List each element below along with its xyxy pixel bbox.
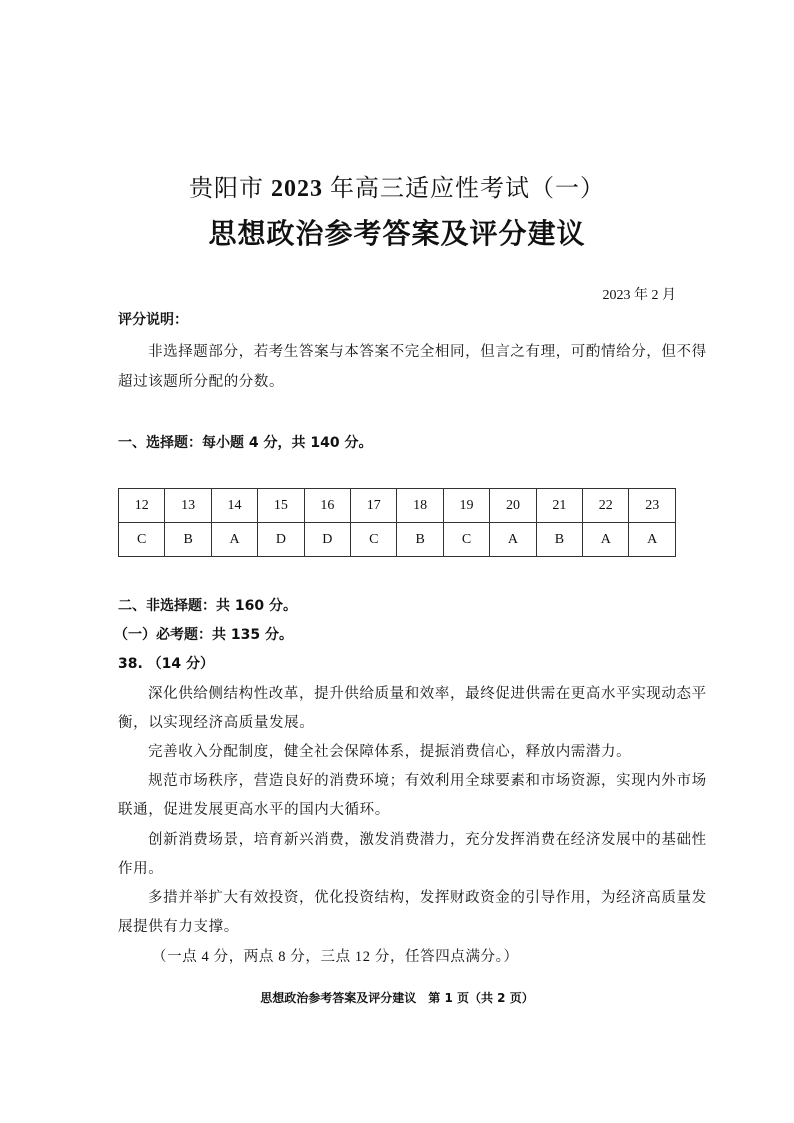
- answer-cell: B: [165, 523, 211, 557]
- answer-cell: A: [490, 523, 536, 557]
- question-number-cell: 16: [304, 489, 350, 523]
- title-year: 2023: [271, 176, 323, 202]
- answer-row: [119, 523, 676, 557]
- answer-paragraph: 完善收入分配制度，健全社会保障体系，提振消费信心，释放内需潜力。: [148, 744, 632, 760]
- answer-paragraph-cont: 衡，以实现经济高质量发展。: [118, 715, 315, 731]
- question-38-label: 38. （14 分）: [118, 656, 215, 672]
- question-number-cell: 15: [258, 489, 304, 523]
- section1-heading: 一、选择题：每小题 4 分，共 140 分。: [118, 435, 373, 451]
- scoring-note-heading: 评分说明：: [118, 312, 188, 328]
- answer-cell: C: [443, 523, 489, 557]
- answer-cell: D: [258, 523, 304, 557]
- section2-subheading: （一）必考题：共 135 分。: [114, 627, 293, 643]
- scoring-note-line: 非选择题部分，若考生答案与本答案不完全相同，但言之有理，可酌情给分，但不得: [148, 344, 707, 360]
- scoring-rule: （一点 4 分，两点 8 分，三点 12 分，任答四点满分。）: [152, 949, 519, 965]
- question-number-cell: 18: [397, 489, 443, 523]
- answer-cell: D: [304, 523, 350, 557]
- question-number-cell: 12: [119, 489, 165, 523]
- answer-paragraph-cont: 联通，促进发展更高水平的国内大循环。: [118, 802, 390, 818]
- answer-cell: B: [536, 523, 582, 557]
- answer-paragraph-cont: 作用。: [118, 861, 164, 877]
- answer-paragraph: 深化供给侧结构性改革，提升供给质量和效率，最终促进供需在更高水平实现动态平: [148, 686, 707, 702]
- question-number-cell: 14: [211, 489, 257, 523]
- question-number-row: [119, 489, 676, 523]
- question-number-cell: 20: [490, 489, 536, 523]
- answer-table: [118, 488, 676, 557]
- exam-title: [0, 168, 794, 203]
- answer-cell: A: [629, 523, 676, 557]
- scoring-note-line: 超过该题所分配的分数。: [118, 374, 285, 390]
- answer-cell: C: [351, 523, 397, 557]
- question-number-cell: 22: [583, 489, 629, 523]
- answer-cell: A: [211, 523, 257, 557]
- question-number-cell: 19: [443, 489, 489, 523]
- answer-paragraph: 多措并举扩大有效投资，优化投资结构，发挥财政资金的引导作用，为经济高质量发: [148, 890, 707, 906]
- document-subtitle: 思想政治参考答案及评分建议: [208, 217, 586, 250]
- answer-cell: A: [583, 523, 629, 557]
- question-number-cell: 13: [165, 489, 211, 523]
- document-date: 2023 年 2 月: [602, 288, 676, 303]
- title-rest: 年高三适应性考试（一）: [330, 176, 605, 202]
- answer-paragraph: 规范市场秩序，营造良好的消费环境；有效利用全球要素和市场资源，实现内外市场: [148, 773, 707, 789]
- question-number-cell: 23: [629, 489, 676, 523]
- section2-heading: 二、非选择题：共 160 分。: [118, 598, 297, 614]
- answer-cell: C: [119, 523, 165, 557]
- page-footer: 思想政治参考答案及评分建议 第 1 页（共 2 页）: [260, 991, 534, 1005]
- answer-paragraph-cont: 展提供有力支撑。: [118, 919, 239, 935]
- question-number-cell: 17: [351, 489, 397, 523]
- answer-cell: B: [397, 523, 443, 557]
- question-number-cell: 21: [536, 489, 582, 523]
- answer-paragraph: 创新消费场景，培育新兴消费，激发消费潜力，充分发挥消费在经济发展中的基础性: [148, 832, 707, 848]
- title-city: 贵阳市: [189, 176, 264, 202]
